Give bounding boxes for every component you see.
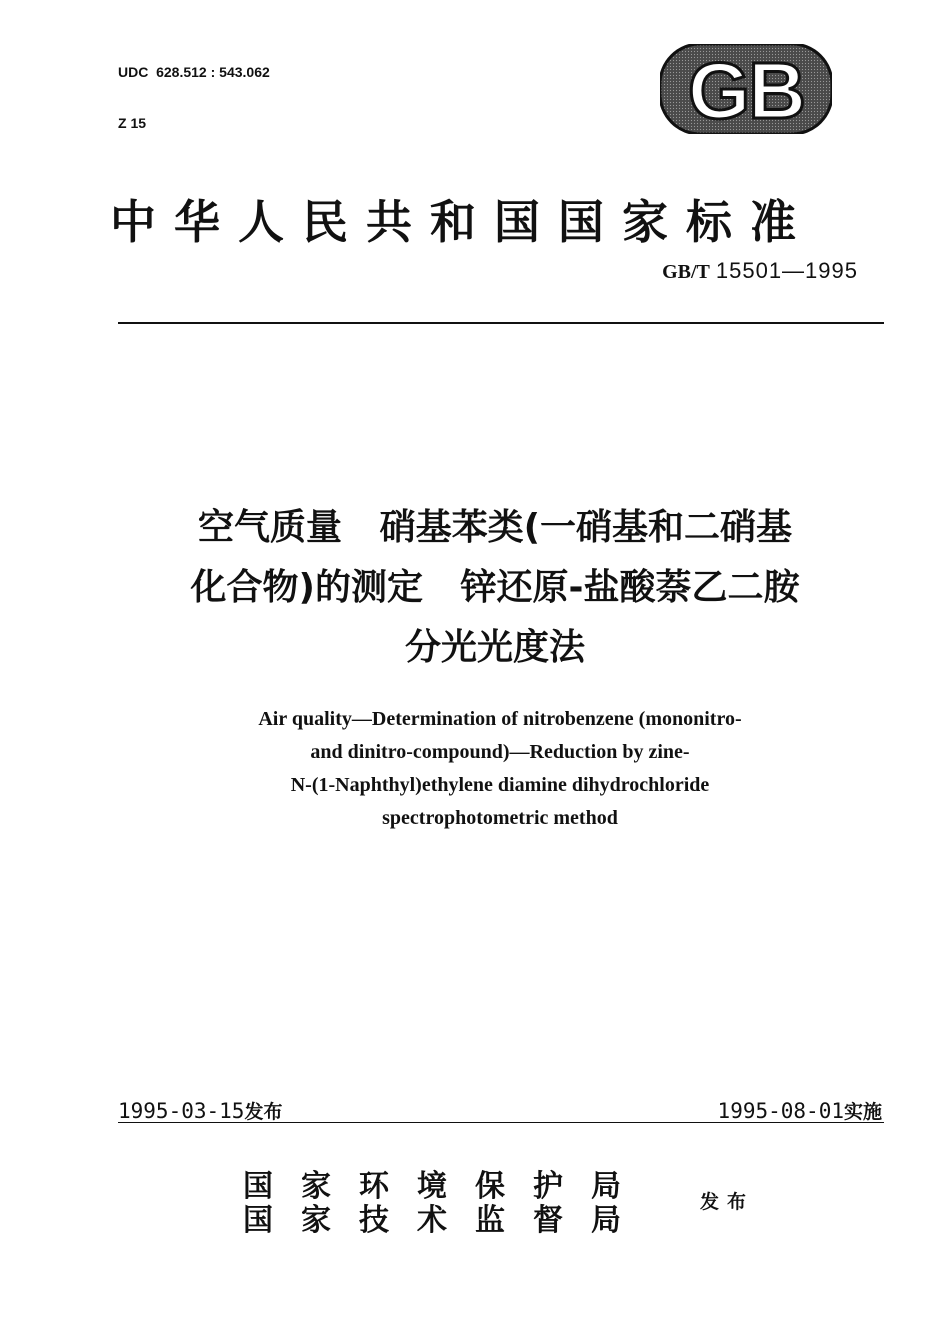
- logo-text: GB: [688, 46, 804, 134]
- english-title-line: and dinitro-compound)—Reduction by zine-: [310, 741, 690, 763]
- chinese-title: [95, 498, 895, 678]
- issue-date: [118, 1097, 282, 1124]
- implementation-date: [718, 1097, 882, 1124]
- chinese-title-line: 分光光度法: [404, 627, 585, 668]
- issue-date-value: 1995-03-15: [118, 1099, 245, 1123]
- issuer-line: 国家环境保护局: [243, 1169, 649, 1204]
- english-title: [100, 703, 900, 835]
- implementation-date-value: 1995-08-01: [717, 1099, 844, 1123]
- udc-line: UDC 628.512 : 543.062: [118, 64, 270, 80]
- issue-label: 发布: [700, 1191, 755, 1213]
- english-title-line: spectrophotometric method: [382, 807, 618, 829]
- issuing-authorities: [243, 1170, 649, 1238]
- standard-number-value: 15501—1995: [715, 258, 858, 283]
- english-title-line: Air quality—Determination of nitrobenzene (mononitro-: [258, 708, 742, 730]
- implementation-date-suffix: 实施: [843, 1101, 882, 1123]
- issue-date-suffix: 发布: [244, 1101, 283, 1123]
- national-standard-title: 中华人民共和国国家标准: [110, 195, 814, 249]
- english-title-line: N-(1-Naphthyl)ethylene diamine dihydrochloride: [290, 774, 710, 796]
- issuer-line: 国家技术监督局: [243, 1203, 649, 1238]
- top-divider: [118, 322, 884, 324]
- bottom-divider: [118, 1122, 884, 1123]
- chinese-title-line: 化合物)的测定 锌还原-盐酸萘乙二胺: [190, 567, 800, 608]
- standard-number: [662, 258, 858, 284]
- chinese-title-line: 空气质量 硝基苯类(一硝基和二硝基: [197, 507, 793, 548]
- udc-classification: [118, 30, 270, 149]
- gb-logo: [660, 44, 832, 134]
- classification-line: Z 15: [118, 115, 147, 131]
- standard-number-prefix: GB/T: [662, 261, 710, 283]
